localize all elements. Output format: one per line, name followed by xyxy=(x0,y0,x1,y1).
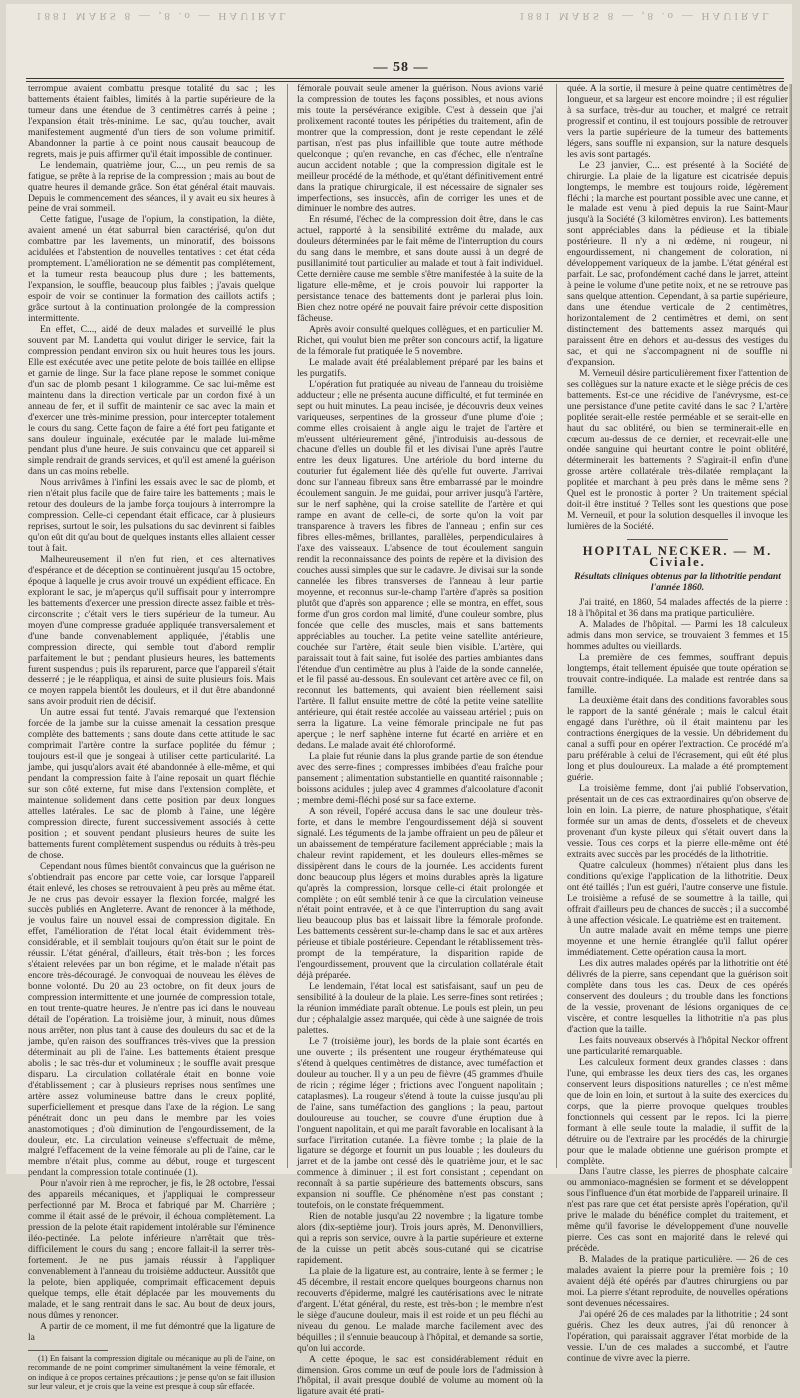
newspaper-page xyxy=(6,4,792,1398)
page-number: — 58 — xyxy=(373,60,429,75)
paragraph: En effet, C..., aidé de deux malades et surveillé le plus souvent par M. Landetta qui voulut diriger le service, fait la compression pendant environ six ou huit heures tous les jours. Elle est exécutée avec une petite pelote de bois taillée en ellipse et garnie de linge. Sur la face plane repose le sommet conique d'un sac de plomb pesant 1 kilogramme. Ce sac lui-même est maintenu dans la direction verticale par un cordon fixé à un anneau de fer, et il suffit de maintenir ce sac avec la main et d'exercer une très-minime pression, pour intercepter totalement le cours du sang. Cette façon de faire a été fort peu fatigante et sans douleur inguinale, exécutée par le malade lui-même pendant plus d'une heure. Je suis convaincu que cet appareil si simple rendrait de grands services, et qu'il est amené la guérison dans un cas moins rebelle. xyxy=(28,323,275,478)
footnote-text: (1) En faisant la compression digitale ou mécanique au pli de l'aine, on recommande de ne point comprimer simultanément la veine fémorale, et on indique à ce propos certaines précautions ; je pense qu'on se fait illusion sur leur valeur, et je crois que la veine est presque à coup sûr effacée. xyxy=(28,1353,275,1392)
paragraph: B. Malades de la pratique particulière. — 26 de ces malades avaient la pierre pour la première fois ; 10 avaient déjà été opérés par d'autres chirurgiens ou par moi. La pierre s'étant reproduite, de nouvelles opérations sont devenues nécessaires. xyxy=(567,1254,788,1309)
paragraph: La plaie de la ligature est, au contraire, lente à se fermer ; le 45 décembre, il restait encore quelques bourgeons charnus non recouverts d'épiderme, malgré les cautérisations avec le nitrate d'argent. L'état général, du reste, est très-bon ; le membre n'est le siège d'aucune douleur, mais il est roide et un peu fléchi au niveau du genou. Le malade marche facilement avec des béquilles ; il s'ennuie beaucoup à l'hôpital, et demande sa sortie, qu'on lui accorde. xyxy=(297,1265,543,1354)
paragraph: Cependant nous fûmes bientôt convaincus que la guérison ne s'obtiendrait pas encore par cette voie, car lorsque l'appareil était enlevé, les choses se retrouvaient à peu près au même état. Je ne crus pas devoir essayer la flexion forcée, malgré les succès publiés en Angleterre. Avant de renoncer à la méthode, je voulus faire un nouvel essai de compression digitale. En effet, l'amélioration de l'état local était évidemment très-considérable, et il semblait toujours qu'on était sur le point de réussir. L'état général, d'ailleurs, était très-bon ; les forces s'étaient relevées par un bon régime, et le malade n'était pas encore très-découragé. Je convoquai de nouveau les élèves de bonne volonté. Du 20 au 23 octobre, on fit deux jours de compression intermittente et une journée de compression totale, en tout trente-quatre heures. Je n'entre pas ici dans le nouveau détail de l'opération. La troisième jour, à minuit, nous dûmes nous arrêter, non plus tant à cause des douleurs du sac et de la jambe, qu'en raison des souffrances très-vives que la pression déterminait au pli de l'aine. Les battements étaient presque abolis ; le sac très-dur et volumineux ; le souffle avait presque disparu. La circulation collatérale était en bonne voie d'établissement ; car à plusieurs reprises nous sentîmes une artère assez volumineuse battre dans le creux poplité, superficiellement et presque dans l'axe de la région. Le sang pénétrait donc un peu dans le membre par les voies anastomotiques ; d'où diminution de l'engourdissement, de la douleur, etc. La circulation veineuse s'effectuait de même, malgré l'effacement de la veine fémorale au pli de l'aine, car le membre n'était plus, comme au début, rouge et turgescent pendant la compression totale continuée (1). xyxy=(28,860,275,1179)
paragraph: Malheureusement il n'en fut rien, et ces alternatives d'espérance et de déception se continuèrent jusqu'au 15 octobre, époque à laquelle je crus avoir trouvé un expédient efficace. En explorant le sac, je m'aperçus qu'il suffisait pour y interrompre les battements d'exercer une pression directe assez faible et très-circonscrite ; c'était vers le tiers supérieur de la tumeur. Au moyen d'une compresse graduée appliquée transversalement et d'une bande convenablement appliquée, j'établis une compression directe, qui semble tout d'abord remplir parfaitement le but ; pendant plusieurs heures, les battements furent suspendus ; puis ils reparurent, parce que l'appareil s'était desserré ; je le réappliqua, et ainsi de suite plusieurs fois. Mais ce moyen rappela bientôt les douleurs, et il dut être abandonné sans avoir produit rien de décisif. xyxy=(28,553,275,708)
mirrored-running-head xyxy=(6,10,792,28)
paragraph: A son réveil, l'opéré accusa dans le sac une douleur très-forte, et dans le membre l'engourdissement déjà si souvent signalé. Les téguments de la jambe offraient un peu de pâleur et un abaissement de température facilement appréciable ; mais la chaleur revint rapidement, et les douleurs elles-mêmes se dissipèrent dans le cours de la journée. Les accidents furent donc beaucoup plus légers et moins durables après la ligature qu'après la compression, lorsque celle-ci était prolongée et complète ; on eût semblé tenir à ce que la circulation veineuse n'était point entravée, et à ce que l'interruption du sang avait lieu beaucoup plus bas et laissait libre la fémorale profonde. Les battements cessèrent sur-le-champ dans le sac et aux artères périeuse et tibiale postérieure. Cependant le rétablissement très-prompt de la température, la disparition rapide de l'engourdissement, prouvent que la circulation collatérale était déjà préparée. xyxy=(297,805,543,982)
paragraph: La première de ces femmes, souffrant depuis longtemps, était tellement épuisée que toute opération se trouvait contre-indiquée. La malade est rentrée dans sa famille. xyxy=(567,651,788,696)
paragraph: Le lendemain, l'état local est satisfaisant, sauf un peu de sensibilité à la douleur de la plaie. Les serre-fines sont retirées ; la réunion immédiate paraît obtenue. Le pouls est plein, un peu dur ; céphalalgie assez marquée, qui cède à une saignée de trois palettes. xyxy=(297,981,543,1036)
paragraph: La troisième femme, dont j'ai publié l'observation, présentait un de ces cas extraordinaires qu'on observe de loin en loin. La pierre, de nature phosphatique, s'était formée sur un amas de dents, d'osselets et de cheveux provenant d'un kyste pileux qui s'était ouvert dans la vessie. Tous ces corps et la pierre elle-même ont été extraits avec succès par les procédés de la lithotritie. xyxy=(567,783,788,860)
section-rule xyxy=(627,539,728,540)
paragraph: A partir de ce moment, il me fut démontré que la ligature de la xyxy=(28,1320,275,1343)
paragraph: La deuxième était dans des conditions favorables sous le rapport de la santé générale ; mais le calcul était engagé dans l'urèthre, où il était maintenu par les contractions énergiques de la vessie. Un débridement du canal a suffi pour en opérer l'extraction. Ce procédé m'a paru préférable à celui de l'écrasement, qui eût été plus long et plus douloureux. La malade a été promptement guérie. xyxy=(567,695,788,784)
paragraph: J'ai traité, en 1860, 54 malades affectés de la pierre : 18 à l'hôpital et 36 dans ma pratique particulière. xyxy=(567,596,788,619)
paragraph: Un autre essai fut tenté. J'avais remarqué que l'extension forcée de la jambe sur la cuisse amenait la cessation presque complète des battements ; sans doute dans cette attitude le sac comprimait l'artère contre la surface poplitée du fémur ; toujours est-il que je songeai à utiliser cette particularité. La jambe, qui jusqu'alors avait été abandonnée à elle-même, et qui pendant la compression faite à l'aine reposait un quart fléchie sur son côté externe, fut mise dans l'extension complète, et maintenue solidement dans cette position par deux longues attelles latérales. Le sac de plomb à l'aine, une légère compression directe, furent successivement associés à cette position ; et souvent pendant plusieurs heures de suite les battements furent complètement suspendus ou réduits à très-peu de chose. xyxy=(28,707,275,861)
paragraph: Quatre calculeux (hommes) n'étaient plus dans les conditions qu'exige l'application de la lithotritie. Deux ont été taillés ; l'un est guéri, l'autre conserve une fistule. Le troisième a refusé de se soumettre à la taille, qui offrait d'ailleurs peu de chances de succès ; il a succombé à une affection vésicale. Le quatrième est en traitement. xyxy=(567,859,788,926)
section-title: HOPITAL NECKER. — M. Civiale. xyxy=(582,544,773,570)
running-head-right: 1881 MARS 8 — ,8 .o — HAUIRAL xyxy=(519,10,772,22)
paragraph: Nous arrivâmes à l'infini les essais avec le sac de plomb, et rien n'était plus facile que de faire taire les battements ; mais le retour des douleurs de la jambe força toujours à interrompre la compression. Celle-ci cependant était efficace, car à plusieurs reprises, surtout le soir, les pulsations du sac devinrent si faibles qu'on eût dit qu'au bout de quelques instants elles allaient cesser tout à fait. xyxy=(28,477,275,555)
footnote-rule xyxy=(28,1350,108,1351)
paragraph: Pour n'avoir rien à me reprocher, je fis, le 28 octobre, l'essai des appareils mécaniques, et j'appliquai le compresseur perfectionné par M. Broca et fabriqué par M. Charrière ; comme il était assé de le prévoir, il échoua complètement. La pression de la pelote était rapidement intolérable sur l'éminence iléo-pectinée. La pelote inférieure n'arrêtait que très-difficilement le cours du sang ; encore fallait-il la serrer très-fortement. Je ne pus jamais réussir à l'appliquer convenablement à l'anneau du troisième adducteur. Aussitôt que la pelote, bien appliquée, comprimait efficacement depuis quelque temps, elle était déplacée par les mouvements du malade, et le sang rentrait dans le sac. Au bout de deux jours, nous dûmes y renoncer. xyxy=(28,1178,275,1321)
paragraph: Les calculeux forment deux grandes classes : dans l'une, qui embrasse les deux tiers des cas, les organes conservent leurs dispositions naturelles ; ce n'est même que de loin en loin, et surtout à la suite des exercices du corps, que la pierre provoque quelques troubles fonctionnels qui cessent par le repos. Ici la pierre formant à elle seule toute la maladie, il suffit de la détruire ou de l'extraire par les procédés de la chirurgie pour que le malade obtienne une guérison prompte et complète. xyxy=(567,1056,788,1167)
column-1 xyxy=(28,83,275,1392)
section-heading xyxy=(567,546,788,568)
paragraph: terrompue avaient combattu presque totalité du sac ; les battements étaient faibles, limités à la partie supérieure de la tumeur dans une étendue de 3 centimètres carrés à peine ; l'expansion était très-minime. Le sac, qu'au toucher, avait manifestement augmenté d'un tiers de son volume primitif. Abandonner la partie à ce point nous causait beaucoup de regrets, mais je puis affirmer qu'il était impossible de continuer. xyxy=(28,83,275,160)
column-divider xyxy=(287,84,288,1168)
column-divider xyxy=(556,84,557,1168)
paragraph: Le 23 janvier, C... est présenté à la Société de chirurgie. La plaie de la ligature est cicatrisée depuis longtemps, le membre est toujours roide, légèrement fléchi ; la marche est pourtant possible avec une canne, et le malade est venu à pied depuis la rue Saint-Maur jusqu'à la Société (3 kilomètres environ). Les battements sont appréciables dans la pédieuse et la tibiale postérieure. Il n'y a ni œdème, ni rougeur, ni engourdissement, ni changement de coloration, ni développement variqueux de la jambe. L'état général est parfait. Le sac, profondément caché dans le jarret, atteint à peine le volume d'une petite noix, et ne se retrouve pas sans quelque attention. Cependant, à sa partie supérieure, dans une étendue verticale de 2 centimètres, horizontalement de 2 centimètres et demi, on sent distinctement des battements assez marqués qui paraissent être en dehors et au-dessus des vestiges du sac, et qui ne s'accompagnent ni de souffle ni d'expansion. xyxy=(567,159,788,368)
paragraph: Le malade avait été préalablement préparé par les bains et les purgatifs. xyxy=(297,356,543,379)
paragraph: Dans l'autre classe, les pierres de phosphate calcaire ou ammoniaco-magnésien se forment et se développent sous l'influence d'un état morbide de l'appareil urinaire. Il n'est pas rare que cet état persiste après l'opération, qu'il prive le malade du bénéfice complet du traitement, et même qu'il favorise le développement d'une nouvelle pierre. Ces cas sont en majorité dans le relevé qui précède. xyxy=(567,1166,788,1255)
paragraph: A. Malades de l'hôpital. — Parmi les 18 calculeux admis dans mon service, se trouvaient 3 femmes et 15 hommes adultes ou vieillards. xyxy=(567,618,788,652)
paragraph: Après avoir consulté quelques collègues, et en particulier M. Richet, qui voulut bien me prêter son concours actif, la ligature de la fémorale fut pratiquée le 5 novembre. xyxy=(297,323,543,357)
paragraph: La plaie fut réunie dans la plus grande partie de son étendue avec des serre-fines ; compresses imbibées d'eau fraîche pour pansement ; alimentation substantielle en quantité raisonnable ; boissons acidules ; julep avec 4 grammes d'alcoolature d'aconit ; membre demi-fléchi posé sur sa face externe. xyxy=(297,751,543,806)
paragraph: fémorale pouvait seule amener la guérison. Nous avions varié la compression de toutes les façons possibles, et nous avions mis toute la persévérance exigible. C'est à dessein que j'ai prolixement raconté toutes les péripéties du traitement, afin de montrer que la compression, dont je reste cependant le zélé partisan, n'est pas plus infaillible que toute autre méthode quelconque ; qu'en revanche, en cas d'échec, elle n'entraîne aucun accident notable ; que la compression digitale est le meilleur procédé de la méthode, et qu'étant définitivement entré dans la pratique chirurgicale, il est nécessaire de signaler ses imperfections, ses insuccès, afin de corriger les unes et de diminuer le nombre des autres. xyxy=(297,83,543,215)
paragraph: Les faits nouveaux observés à l'hôpital Neckor offrent une particularité remarquable. xyxy=(567,1035,788,1057)
paragraph: Rien de notable jusqu'au 22 novembre ; la ligature tombe alors (dix-septième jour). Trois jours après, M. Denonvilliers, qui a repris son service, ouvre à la partie supérieure et externe de la cuisse un petit abcès sous-cutané qui se cicatrise rapidement. xyxy=(297,1211,543,1266)
paragraph: Cette fatigue, l'usage de l'opium, la constipation, la diète, avaient amené un état saburral bien caractérisé, qu'on dut combattre par les lavements, un minoratif, des boissons acidulées et l'abstention de nouvelles tentatives : cet état céda promptement. L'amélioration ne se démentit pas complétement, et la tumeur resta beaucoup plus dure ; les battements, l'expansion, le souffle, beaucoup plus faibles ; j'avais quelque espoir de voir se continuer la formation des caillots actifs ; grâce surtout à la continuation prolongée de la compression intermittente. xyxy=(28,214,275,325)
paragraph: L'opération fut pratiquée au niveau de l'anneau du troisième adducteur ; elle ne présenta aucune difficulté, et fut terminée en sept ou huit minutes. La peau incisée, je découvris deux veines variqueuses, serpentines de la grosseur d'une plume d'oie ; comme elles croisaient à angle aigu le trajet de l'artère et m'eussent ultérieurement gêné, j'introduisis au-dessous de chacune d'elles un double fil et les divisai l'une après l'autre entre les deux ligatures. Une artériole du bord interne du couturier fut également liée dès qu'elle fut ouverte. J'arrivai donc sur l'anneau fibreux sans être embarrassé par le moindre écoulement sanguin. Je me guidai, pour arriver jusqu'à l'artère, sur le nerf saphène, qui la croise satellite de l'artère et qui rampe en avant de celle-ci, de sorte qu'on la voit par transparence à travers les fibres de l'anneau ; enfin sur ces fibres elles-mêmes, brillantes, parallèles, perpendiculaires à l'axe des vaisseaux. L'absence de tout écoulement sanguin rendit la reconnaissance des points de repère et la division des couches aussi simples que sur le cadavre. Je divisai sur la sonde cannelée les fibres transverses de l'anneau à leur partie moyenne, et reconnus sur-le-champ l'artère d'après sa position plutôt que d'après son apparence ; elle se montra, en effet, sous forme d'un gros cordon mal limité, d'une couleur sombre, plus foncée que celle des muscles, mais et sans battements appréciables au toucher. La petite veine satellite antérieure, couchée sur l'artère, était seule bien visible. L'artère, qui paraissait tout à fait saine, fut isolée des parties ambiantes dans l'étendue d'un centimètre au plus à l'aide de la sonde cannelée, et le fil passé au-dessous. En soulevant cet artère avec ce fil, on reconnut les battements, qui avaient bien réellement saisi l'artère. Il fallut ensuite mettre de côté la petite veine satellite antérieure, qui était restée accolée au vaisseau artériel ; puis on serra la ligature. La veine fémorale principale ne fut pas aperçue ; le nerf saphène interne fut écarté en arrière et en dedans. Le malade avait été chloroformé. xyxy=(297,378,543,752)
paragraph: Le lendemain, quatrième jour, C..., un peu remis de sa fatigue, se prête à la reprise de la compression ; mais au bout de quatre heures il demande grâce. Son état général était mauvais. Depuis le commencement des séances, il y avait eu six heures à peine de vrai sommeil. xyxy=(28,159,275,215)
footnote xyxy=(28,1354,275,1392)
paragraph: J'ai opéré 26 de ces malades par la lithotritie ; 24 sont guéris. Chez les deux autres, j'ai dû renoncer à l'opération, qui paraissait aggraver l'état morbide de la vessie. L'un de ces malades a succombé, et l'autre continue de vivre avec la pierre. xyxy=(567,1308,788,1364)
paragraph: Les dix autres malades opérés par la lithotritie ont été délivrés de la pierre, sans cependant que la guérison soit complète dans tous les cas. Deux de ces opérés conservent des douleurs ; du trouble dans les fonctions de la vessie, provenant de lésions organiques de ce viscère, et contre lesquelles la lithotritie n'a pas plus d'action que la taille. xyxy=(567,958,788,1036)
page-spine-edge xyxy=(789,84,792,1168)
section-subtitle xyxy=(567,572,788,594)
column-3 xyxy=(567,83,788,1364)
paragraph: En résumé, l'échec de la compression doit être, dans le cas actuel, rapporté à la sensibilité extrême du malade, aux douleurs déterminées par le fait même de l'interruption du cours du sang dans le membre, et sans doute aussi à un degré de pusillanimité tout particulier au malade et tout à fait individuel. Cette dernière cause me semble s'être manifestée à la suite de la ligature elle-même, et je crois pouvoir lui rapporter la persistance tenace des battements dont je parlerai plus loin. Bien chez notre opéré ne pouvait faire prévoir cette disposition fâcheuse. xyxy=(297,214,543,325)
paragraph: quée. A la sortie, il mesure à peine quatre centimètres de longueur, et sa largeur est encore moindre ; il est régulier à sa surface, très-dur au toucher, et malgré ce retrait progressif et continu, il est toujours possible de retrouver vers la partie supérieure de la tumeur des battements légers, sans souffle ni expansion, sur la nature desquels les avis sont partagés. xyxy=(567,83,788,160)
running-head-left: 1881 MARS 8 — ,8 .o — HAUIRAL xyxy=(36,10,289,22)
column-2 xyxy=(297,83,544,1398)
paragraph: Le 7 (troisième jour), les bords de la plaie sont écartés en une ouverte ; ils présentent une rougeur érythémateuse qui s'étend à quelques centimètres de distance, avec tuméfaction et douleur au toucher. Il y a un peu de fièvre (45 grammes d'huile de ricin ; régime léger ; frictions avec l'onguent napolitain ; cataplasmes). La rougeur s'étend à toute la cuisse jusqu'au pli de l'aine, sans tuméfaction des ganglions ; la peau, partout douloureuse au toucher, se couvre d'une éruption due à l'onguent napolitain, et qui me paraît favorable en localisant à la surface l'irritation cutanée. La fièvre tombe ; la plaie de la ligature se dégorge et fournit un pus louable ; les douleurs du jarret et de la jambe ont cessé dès le quatrième jour, et le sac commence à diminuer ; il est fort consistant ; cependant on reconnaît à sa partie supérieure des battements obscurs, sans expansion ni souffle. Ce phénomène n'est pas constant ; toutefois, on le constate fréquemment. xyxy=(297,1035,544,1212)
section-subtitle-text: Résultats cliniques obtenus par la lithotritie pendant l'année 1860. xyxy=(574,570,781,593)
paragraph: M. Verneuil désire particulièrement fixer l'attention de ses collègues sur la nature exacte et le siège précis de ces battements. Est-ce une récidive de l'anévrysme, est-ce une persistance d'une petite cavité dans le sac ? L'artère poplitée serait-elle restée perméable et se serait-elle en haut du sac oblitéré, ou bien se terminerait-elle en cœcum au-dessus de ce dernier, et recevrait-elle une ondée sanguine qui heurtant contre le point oblitéré, déterminerait les battements ? S'agirait-il enfin d'une grosse artère collatérale très-dilatée remplaçant la poplitée et marchant à peu près dans le même sens ? Quel est le pronostic à porter ? Un traitement spécial doit-il être institué ? Telles sont les questions que pose M. Verneuil, et pour la solution desquelles il invoque les lumières de la Société. xyxy=(567,367,788,533)
paragraph: A cette époque, le sac est considérablement réduit en dimension. Gros comme un œuf de poule lors de l'admission à l'hôpital, il avait presque doublé de volume au moment où la ligature avait été prati- xyxy=(297,1353,543,1398)
paragraph: Un autre malade avait en même temps une pierre moyenne et une hernie étranglée qu'il fallut opérer immédiatement. Cette opération causa la mort. xyxy=(567,925,788,959)
header-rule xyxy=(26,78,784,82)
